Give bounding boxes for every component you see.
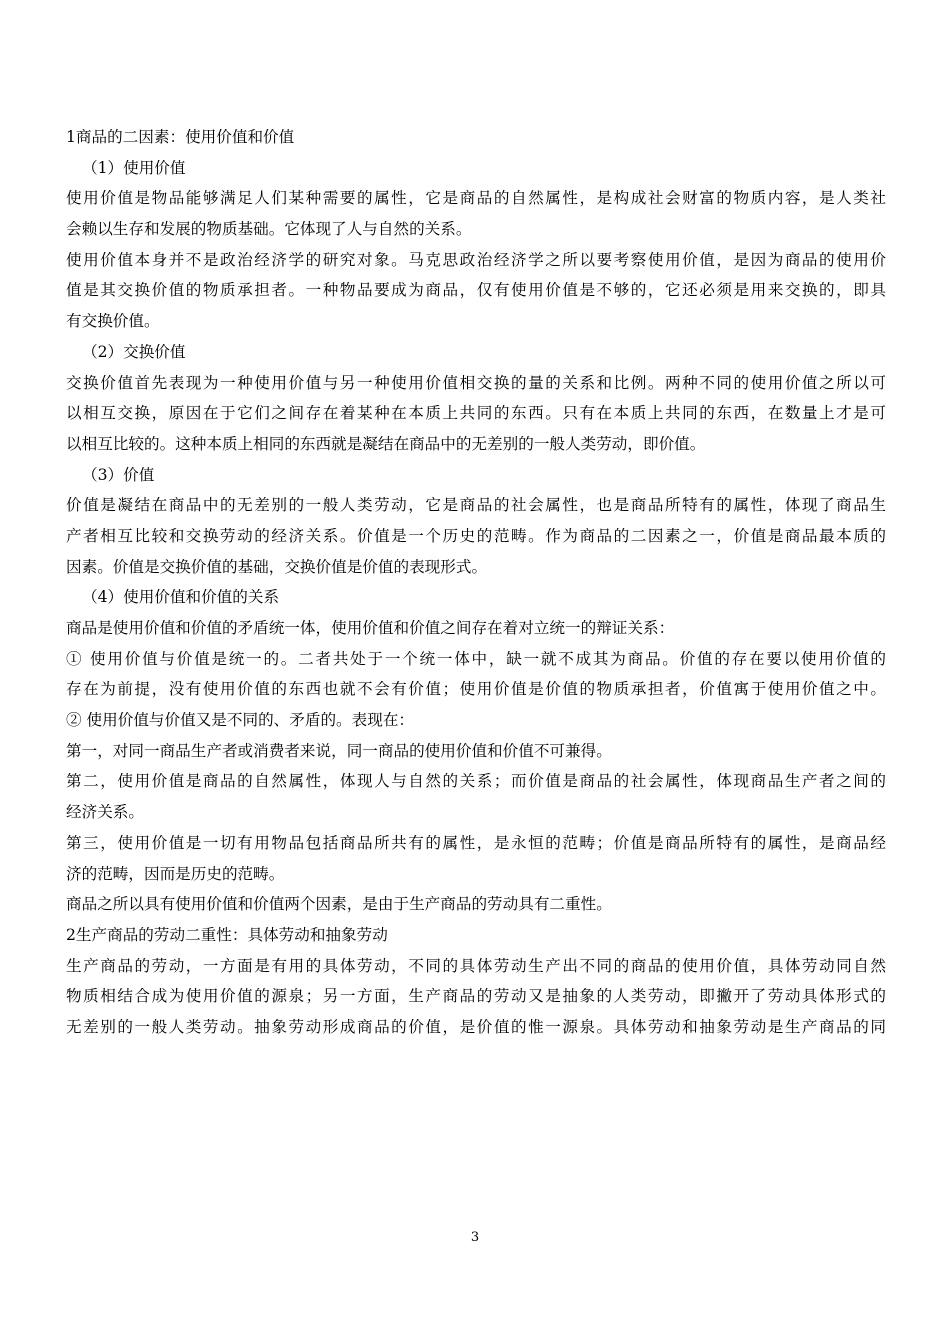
paragraph-line: 经济关系。: [66, 803, 144, 822]
subheading-value: （3）价值: [82, 465, 155, 484]
heading-commodity-two-factors: 1商品的二因素：使用价值和价值: [66, 128, 295, 146]
paragraph-line: 生产商品的劳动，一方面是有用的具体劳动，不同的具体劳动生产出不同的商品的使用价值，具体劳动同自然: [66, 956, 886, 975]
list-item-line: ② 使用价值与价值又是不同的、矛盾的。表现在：: [66, 711, 415, 730]
paragraph-line: 使用价值本身并不是政治经济学的研究对象。马克思政治经济学之所以要考察使用价值，是因为商品的使用价: [66, 250, 886, 269]
paragraph-line: 无差别的一般人类劳动。抽象劳动形成商品的价值，是价值的惟一源泉。具体劳动和抽象劳动是生产商品的同: [66, 1017, 886, 1036]
list-item-line: 存在为前提，没有使用价值的东西也就不会有价值；使用价值是价值的物质承担者，价值寓于使用价值之中。: [66, 680, 886, 699]
paragraph-line: 因素。价值是交换价值的基础，交换价值是价值的表现形式。: [66, 557, 488, 576]
subheading-use-value: （1）使用价值: [82, 158, 186, 177]
paragraph-line: 产者相互比较和交换劳动的经济关系。价值是一个历史的范畴。作为商品的二因素之一，价值是商品最本质的: [66, 526, 886, 545]
paragraph-line: 济的范畴，因而是历史的范畴。: [66, 864, 285, 883]
paragraph-line: 商品之所以具有使用价值和价值两个因素，是由于生产商品的劳动具有二重性。: [66, 895, 612, 914]
paragraph-line: 商品是使用价值和价值的矛盾统一体，使用价值和价值之间存在着对立统一的辩证关系：: [66, 619, 675, 637]
paragraph-line: 价值是凝结在商品中的无差别的一般人类劳动，它是商品的社会属性，也是商品所特有的属性，体现了商品生: [66, 496, 886, 515]
paragraph-line: 以相互交换，原因在于它们之间存在着某种在本质上共同的东西。只有在本质上共同的东西，在数量上才是可: [66, 404, 886, 423]
paragraph-line: 交换价值首先表现为一种使用价值与另一种使用价值相交换的量的关系和比例。两种不同的使用价值之所以可: [66, 373, 886, 392]
paragraph-line: 值是其交换价值的物质承担者。一种物品要成为商品，仅有使用价值是不够的，它还必须是用来交换的，即具: [66, 281, 886, 300]
paragraph-line: 会赖以生存和发展的物质基础。它体现了人与自然的关系。: [66, 220, 472, 239]
subheading-relationship: （4）使用价值和价值的关系: [82, 588, 280, 607]
paragraph-line: 以相互比较的。这种本质上相同的东西就是凝结在商品中的无差别的一般人类劳动，即价值。: [66, 434, 706, 453]
document-body: [66, 122, 886, 1043]
paragraph-line: 有交换价值。: [66, 312, 160, 331]
page-number: 3: [470, 1230, 480, 1245]
paragraph-line: 第二，使用价值是商品的自然属性，体现人与自然的关系；而价值是商品的社会属性，体现商品生产者之间的: [66, 772, 886, 791]
paragraph-line: 第一，对同一商品生产者或消费者来说，同一商品的使用价值和价值不可兼得。: [66, 741, 612, 760]
list-item-line: ① 使用价值与价值是统一的。二者共处于一个统一体中，缺一就不成其为商品。价值的存在要以使用价值的: [66, 649, 886, 668]
paragraph-line: 物质相结合成为使用价值的源泉；另一方面，生产商品的劳动又是抽象的人类劳动，即撇开了劳动具体形式的: [66, 987, 886, 1006]
paragraph-line: 使用价值是物品能够满足人们某种需要的属性，它是商品的自然属性，是构成社会财富的物质内容，是人类社: [66, 189, 886, 208]
paragraph-line: 第三，使用价值是一切有用物品包括商品所共有的属性，是永恒的范畴；价值是商品所特有的属性，是商品经: [66, 833, 886, 852]
heading-dual-character-of-labour: 2生产商品的劳动二重性：具体劳动和抽象劳动: [66, 925, 388, 944]
subheading-exchange-value: （2）交换价值: [82, 342, 186, 361]
